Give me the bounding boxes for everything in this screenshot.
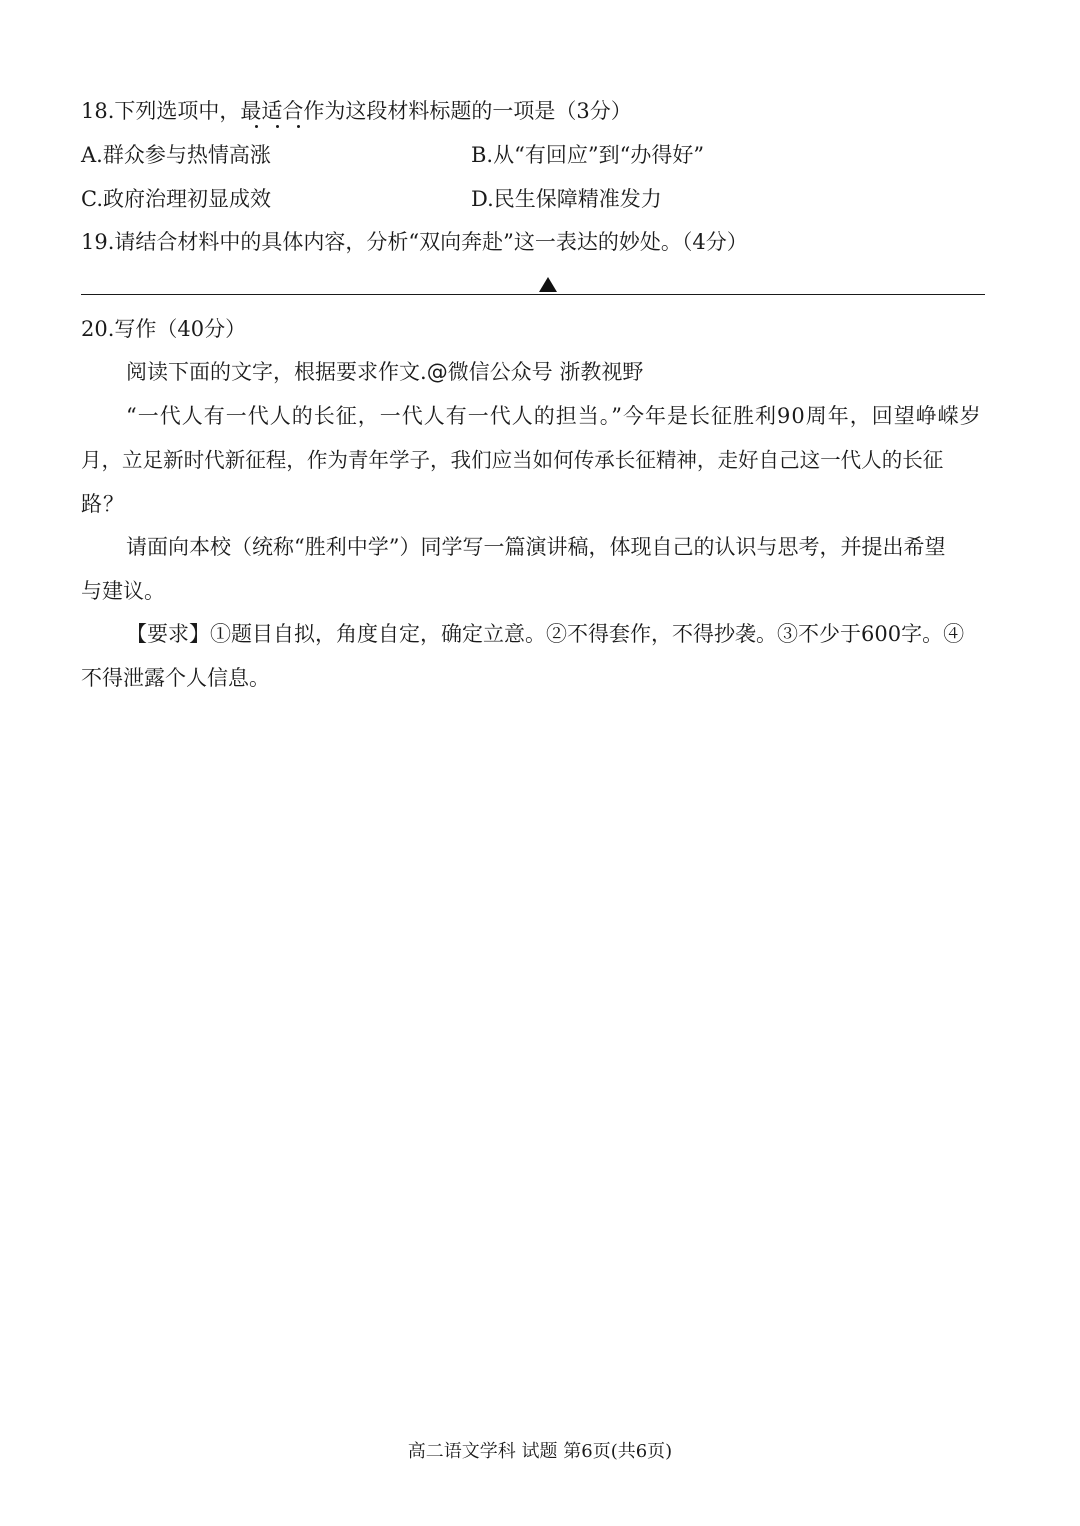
q18-option-c: C.政府治理初显成效 xyxy=(81,187,271,211)
q20-heading: 20.写作（40分） xyxy=(81,317,247,341)
triangle-marker-icon xyxy=(539,277,557,292)
page-footer: 高二语文学科 试题 第6页(共6页) xyxy=(407,1441,673,1462)
q20-requirements-line-1: 【要求】①题目自拟，角度自定，确定立意。②不得套作，不得抄袭。③不少于600字。④ xyxy=(126,622,965,646)
q20-material-line-3: 路？ xyxy=(81,492,125,516)
q18-stem: 18.下列选项中，最适合作为这段材料标题的一项是（3分） xyxy=(81,99,632,123)
q20-material-line-2: 月，立足新时代新征程，作为青年学子，我们应当如何传承长征精神，走好自己这一代人的长征 xyxy=(81,448,944,472)
q20-instruction-row xyxy=(126,358,985,386)
q18-option-a: A.群众参与热情高涨 xyxy=(81,143,271,167)
q20-instruction: 阅读下面的文字，根据要求作文. xyxy=(126,360,427,384)
section-divider xyxy=(81,294,985,295)
q20-task-line-1: 请面向本校（统称“胜利中学”）同学写一篇演讲稿，体现自己的认识与思考，并提出希望 xyxy=(126,535,946,559)
q18-option-d: D.民生保障精准发力 xyxy=(471,187,662,211)
q20-material-line-1: “一代人有一代人的长征，一代人有一代人的担当。”今年是长征胜利90周年，回望峥嵘岁 xyxy=(126,404,982,428)
q19-stem: 19.请结合材料中的具体内容，分析“双向奔赴”这一表达的妙处。（4分） xyxy=(81,230,748,254)
q18-option-b: B.从“有回应”到“办得好” xyxy=(471,143,705,167)
q20-task-line-2: 与建议。 xyxy=(81,579,165,603)
q20-requirements-line-2: 不得泄露个人信息。 xyxy=(81,666,270,690)
watermark-text: @微信公众号 浙教视野 xyxy=(426,360,644,384)
